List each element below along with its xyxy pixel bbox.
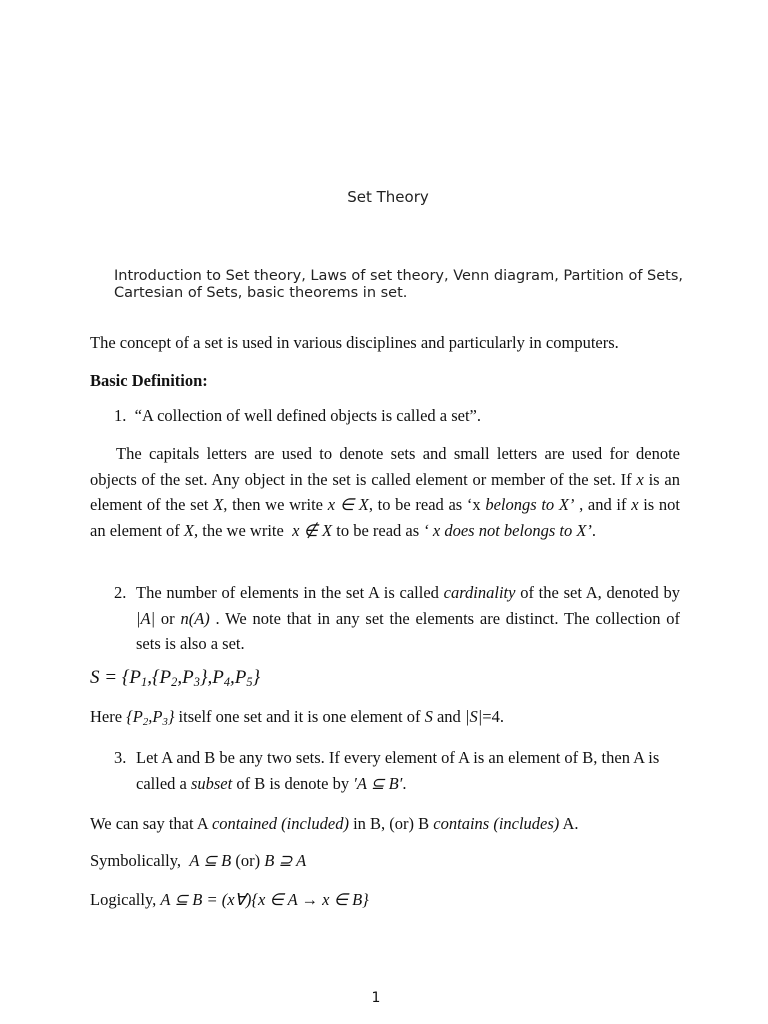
math-expr: A ⊆ B <box>189 851 232 870</box>
list-item-3 <box>114 745 674 796</box>
math-expr: A ⊆ B = (x∀){x ∈ A → x ∈ B} <box>160 890 369 909</box>
list-item-number: 1. <box>114 406 127 425</box>
document-title: Set Theory <box>347 188 429 206</box>
contained-paragraph: We can say that A contained (included) in B, (or) B contains (includes) A. <box>90 814 579 833</box>
list-item-text: The number of elements in the set A is called cardinality of the set A, denoted by |A| or n(A) . We note that in any set the elements are distinct. The collection of sets is also a set. <box>136 583 680 653</box>
notation-paragraph: The capitals letters are used to denote sets and small letters are used for denote objects of the set. Any object in the set is called element or member of the set. If x is an element of the set X, then we write x ∈ X, to be read as ‘x belongs to X’ , and if x is not an element of X, the we write x ∉ X to be read as ‘ x does not belongs to X’. <box>90 444 680 540</box>
list-item-text: Let A and B be any two sets. If every element of A is an element of B, then A is called a subset of B is denote by ′A ⊆ B′. <box>136 748 660 793</box>
math-not-belongs: x ∉ X <box>292 520 333 540</box>
list-item-number: 3. <box>114 748 127 767</box>
list-item-1 <box>114 403 481 429</box>
list-item-number: 2. <box>114 583 127 602</box>
set-s-equation: $S = \{P_1,\{P_2,P_3\},P_4,P_5\}$ <box>90 667 261 689</box>
page-number: 1 <box>371 990 381 1006</box>
math-subset: ′A ⊆ B′ <box>353 773 403 793</box>
math-expr: B ⊇ A <box>264 851 307 870</box>
basic-definition-heading: Basic Definition: <box>90 371 208 390</box>
math-belongs: x ∈ X <box>327 495 369 514</box>
concept-paragraph: The concept of a set is used in various disciplines and particularly in computers. <box>90 333 619 352</box>
list-item-2 <box>114 580 680 657</box>
intro-text: Introduction to Set theory, Laws of set theory, Venn diagram, Partition of Sets, Cartesian of Sets, basic theorems in set. <box>114 268 684 301</box>
logically-line: Logically, A ⊆ B = (x∀){x ∈ A → x ∈ B} <box>90 890 369 909</box>
list-item-text: “A collection of well defined objects is called a set”. <box>134 406 481 425</box>
symbolically-line: Symbolically, A ⊆ B (or) B ⊇ A <box>90 851 307 870</box>
here-paragraph: Here $\{P_2,P_3\}$ itself one set and it is one element of S and |S|=4. <box>90 707 504 728</box>
